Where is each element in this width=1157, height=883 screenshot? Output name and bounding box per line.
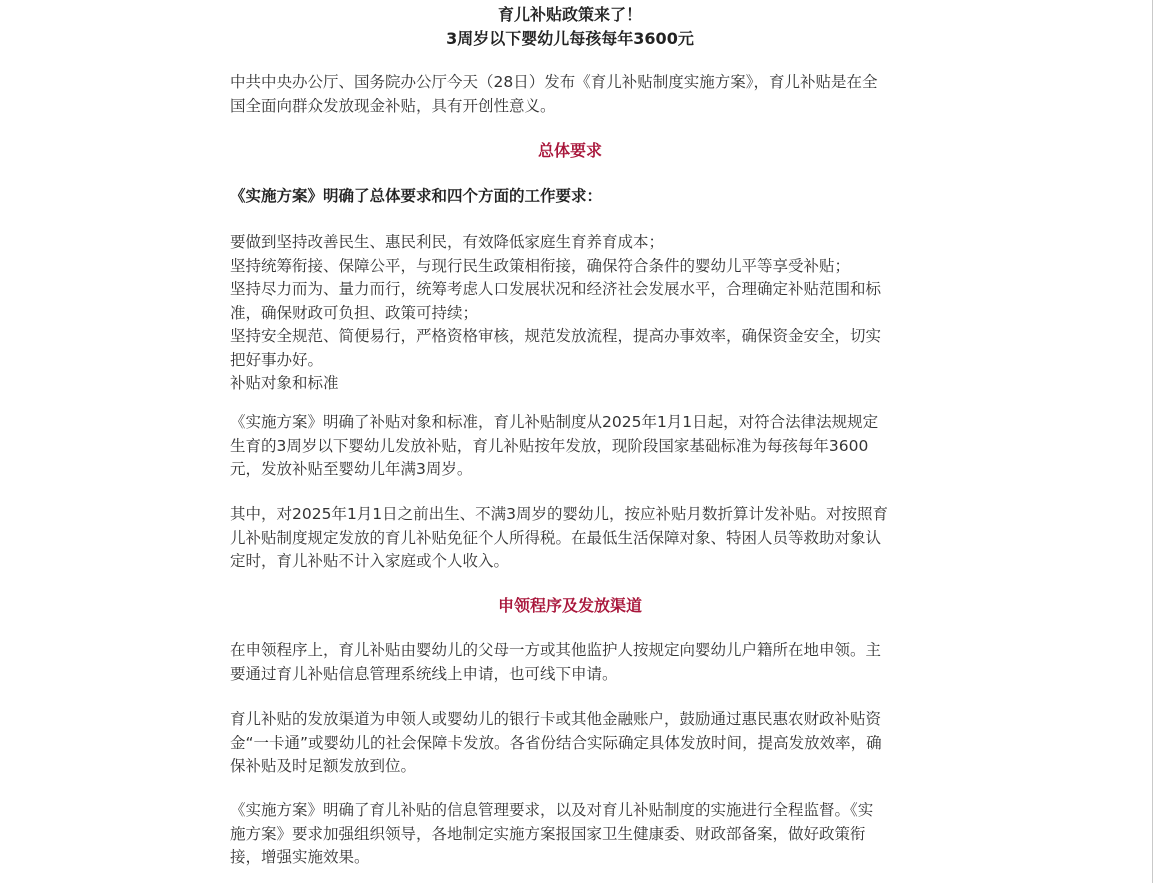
section-heading-overall: 总体要求 bbox=[537, 141, 602, 160]
text-line: 施方案》要求加强组织领导，各地制定实施方案报国家卫生健康委、财政部备案，做好政策衔 bbox=[230, 824, 866, 843]
text-line: 元，发放补贴至婴幼儿年满3周岁。 bbox=[230, 460, 473, 478]
title-line-1: 育儿补贴政策来了！ bbox=[497, 5, 642, 24]
article-title bbox=[230, 3, 910, 51]
list-item: 把好事办好。 bbox=[230, 350, 324, 369]
text-line: 要通过育儿补贴信息管理系统线上申请，也可线下申请。 bbox=[230, 664, 618, 683]
text-line: 在申领程序上，育儿补贴由婴幼儿的父母一方或其他监护人按规定向婴幼儿户籍所在地申领。主 bbox=[230, 641, 882, 659]
list-item: 补贴对象和标准 bbox=[230, 374, 339, 392]
supervision-paragraph bbox=[230, 799, 910, 870]
text-line: 儿补贴制度规定发放的育儿补贴免征个人所得税。在最低生活保障对象、特困人员等救助对象认 bbox=[230, 528, 882, 547]
text-line: 定时，育儿补贴不计入家庭或个人收入。 bbox=[230, 552, 510, 570]
list-item: 坚持统筹衔接、保障公平，与现行民生政策相衔接，确保符合条件的婴幼儿平等享受补贴； bbox=[230, 256, 851, 275]
standard-paragraph bbox=[230, 411, 910, 482]
text-line: 其中，对2025年1月1日之前出生、不满3周岁的婴幼儿，按应补贴月数折算计发补贴。对按照育 bbox=[230, 505, 889, 523]
apply-paragraph bbox=[230, 639, 910, 686]
channel-paragraph bbox=[230, 708, 910, 779]
list-item: 坚持安全规范、简便易行，严格资格审核，规范发放流程，提高办事效率，确保资金安全，切实 bbox=[230, 327, 882, 345]
text-line: 保补贴及时足额发放到位。 bbox=[230, 757, 417, 775]
text-line: 生育的3周岁以下婴幼儿发放补贴，育儿补贴按年发放，现阶段国家基础标准为每孩每年3600 bbox=[230, 436, 869, 455]
text-line: 育儿补贴的发放渠道为申领人或婴幼儿的银行卡或其他金融账户，鼓励通过惠民惠农财政补贴资 bbox=[230, 710, 882, 728]
intro-paragraph bbox=[230, 71, 910, 118]
text-line: 国全面向群众发放现金补贴，具有开创性意义。 bbox=[230, 96, 556, 115]
section-lead: 《实施方案》明确了总体要求和四个方面的工作要求： bbox=[230, 187, 603, 205]
title-line-2: 3周岁以下婴幼儿每孩每年3600元 bbox=[446, 29, 694, 48]
section-heading-apply: 申领程序及发放渠道 bbox=[497, 596, 642, 615]
list-item: 准，确保财政可负担、政策可持续； bbox=[230, 303, 479, 322]
text-line: 金“一卡通”或婴幼儿的社会保障卡发放。各省份结合实际确定具体发放时间，提高发放效率，确 bbox=[230, 733, 882, 752]
text-line: 接，增强实施效果。 bbox=[230, 848, 370, 866]
scrollbar[interactable] bbox=[1152, 0, 1157, 883]
text-line: 《实施方案》明确了育儿补贴的信息管理要求，以及对育儿补贴制度的实施进行全程监督。《实 bbox=[230, 801, 874, 819]
text-line: 中共中央办公厅、国务院办公厅今天（28日）发布《育儿补贴制度实施方案》，育儿补贴是在全 bbox=[230, 73, 878, 91]
tax-paragraph bbox=[230, 503, 910, 574]
text-line: 《实施方案》明确了补贴对象和标准，育儿补贴制度从2025年1月1日起，对符合法律法规规定 bbox=[230, 413, 879, 431]
list-item: 坚持尽力而为、量力而行，统筹考虑人口发展状况和经济社会发展水平，合理确定补贴范围和标 bbox=[230, 280, 882, 298]
list-item: 要做到坚持改善民生、惠民利民，有效降低家庭生育养育成本； bbox=[230, 233, 665, 251]
requirements-list bbox=[230, 231, 910, 396]
